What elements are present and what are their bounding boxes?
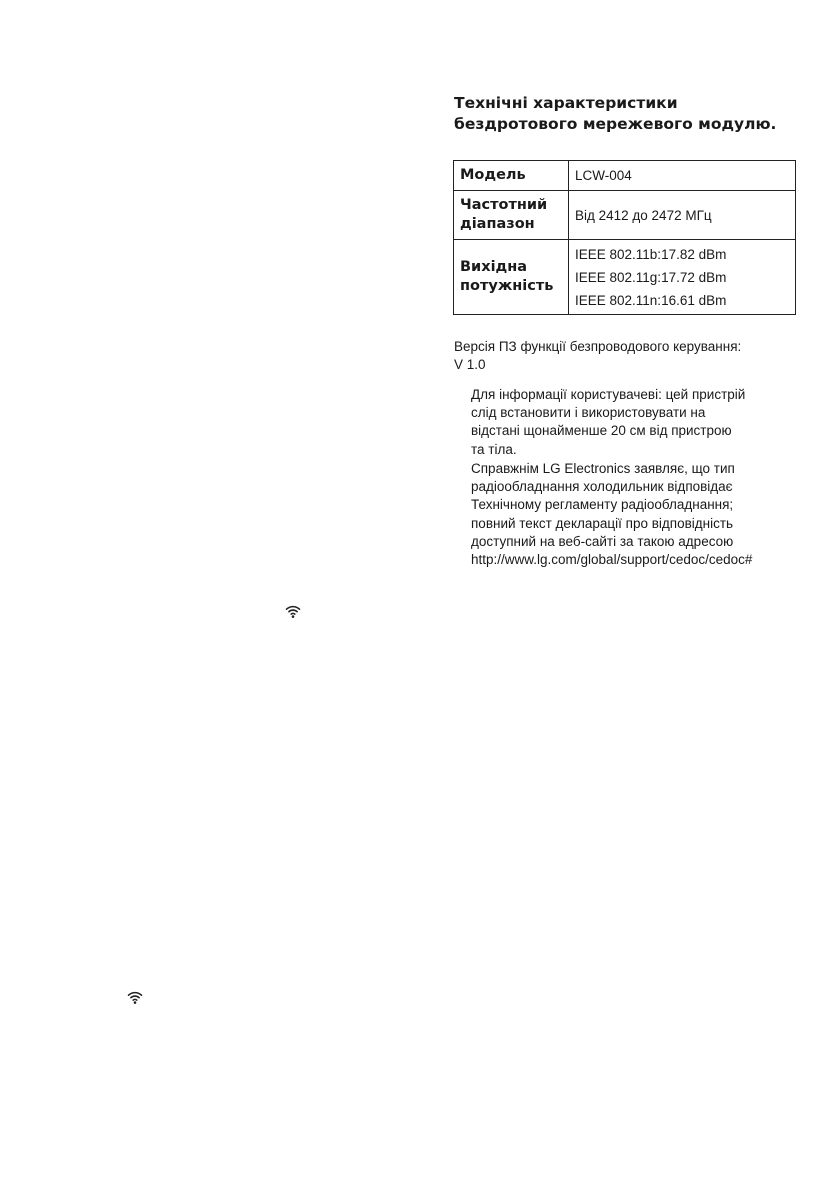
frequency-label-line-1: Частотний (460, 197, 548, 213)
user-info-paragraph (471, 386, 745, 459)
frequency-value: Від 2412 до 2472 МГц (569, 191, 796, 240)
title-line-2: бездротового мережевого модулю. (454, 115, 777, 133)
frequency-label (454, 191, 569, 240)
declaration-line: Технічному регламенту радіообладнання; (471, 497, 734, 513)
power-value-g: IEEE 802.11g:17.72 dBm (575, 269, 727, 285)
declaration-url: http://www.lg.com/global/support/cedoc/cedoc# (471, 552, 753, 568)
user-info-line: слід встановити і використовувати на (471, 405, 706, 421)
model-value: LCW-004 (569, 161, 796, 191)
model-label: Модель (454, 161, 569, 191)
user-info-line: відстані щонайменше 20 см від пристрою (471, 423, 732, 439)
table-row-frequency (454, 191, 796, 240)
wifi-icon (285, 604, 301, 618)
power-label-line-2: потужність (460, 278, 554, 294)
declaration-line: радіообладнання холодильник відповідає (471, 479, 733, 495)
specs-table (453, 160, 796, 315)
user-info-line: та тіла. (471, 441, 517, 457)
declaration-line: доступний на веб-сайті за такою адресою (471, 533, 734, 549)
firmware-line-1: Версія ПЗ функції безпроводового керування: (454, 339, 742, 354)
page-title (454, 93, 814, 135)
power-values (569, 240, 796, 315)
power-value-n: IEEE 802.11n:16.61 dBm (575, 292, 727, 308)
table-row-model (454, 161, 796, 191)
title-line-1: Технічні характеристики (454, 94, 678, 112)
power-label-line-1: Вихідна (460, 259, 528, 275)
firmware-line-2: V 1.0 (454, 357, 486, 372)
declaration-line: Справжнім LG Electronics заявляє, що тип (471, 461, 735, 476)
declaration-paragraph (471, 460, 752, 569)
frequency-label-line-2: діапазон (460, 216, 535, 232)
power-label (454, 240, 569, 315)
user-info-line: Для інформації користувачеві: цей пристрій (471, 387, 746, 402)
declaration-line: повний текст декларації про відповідність (471, 515, 734, 531)
power-value-b: IEEE 802.11b:17.82 dBm (575, 246, 727, 262)
firmware-version (454, 338, 741, 374)
wifi-icon (127, 990, 143, 1004)
table-row-power (454, 240, 796, 315)
